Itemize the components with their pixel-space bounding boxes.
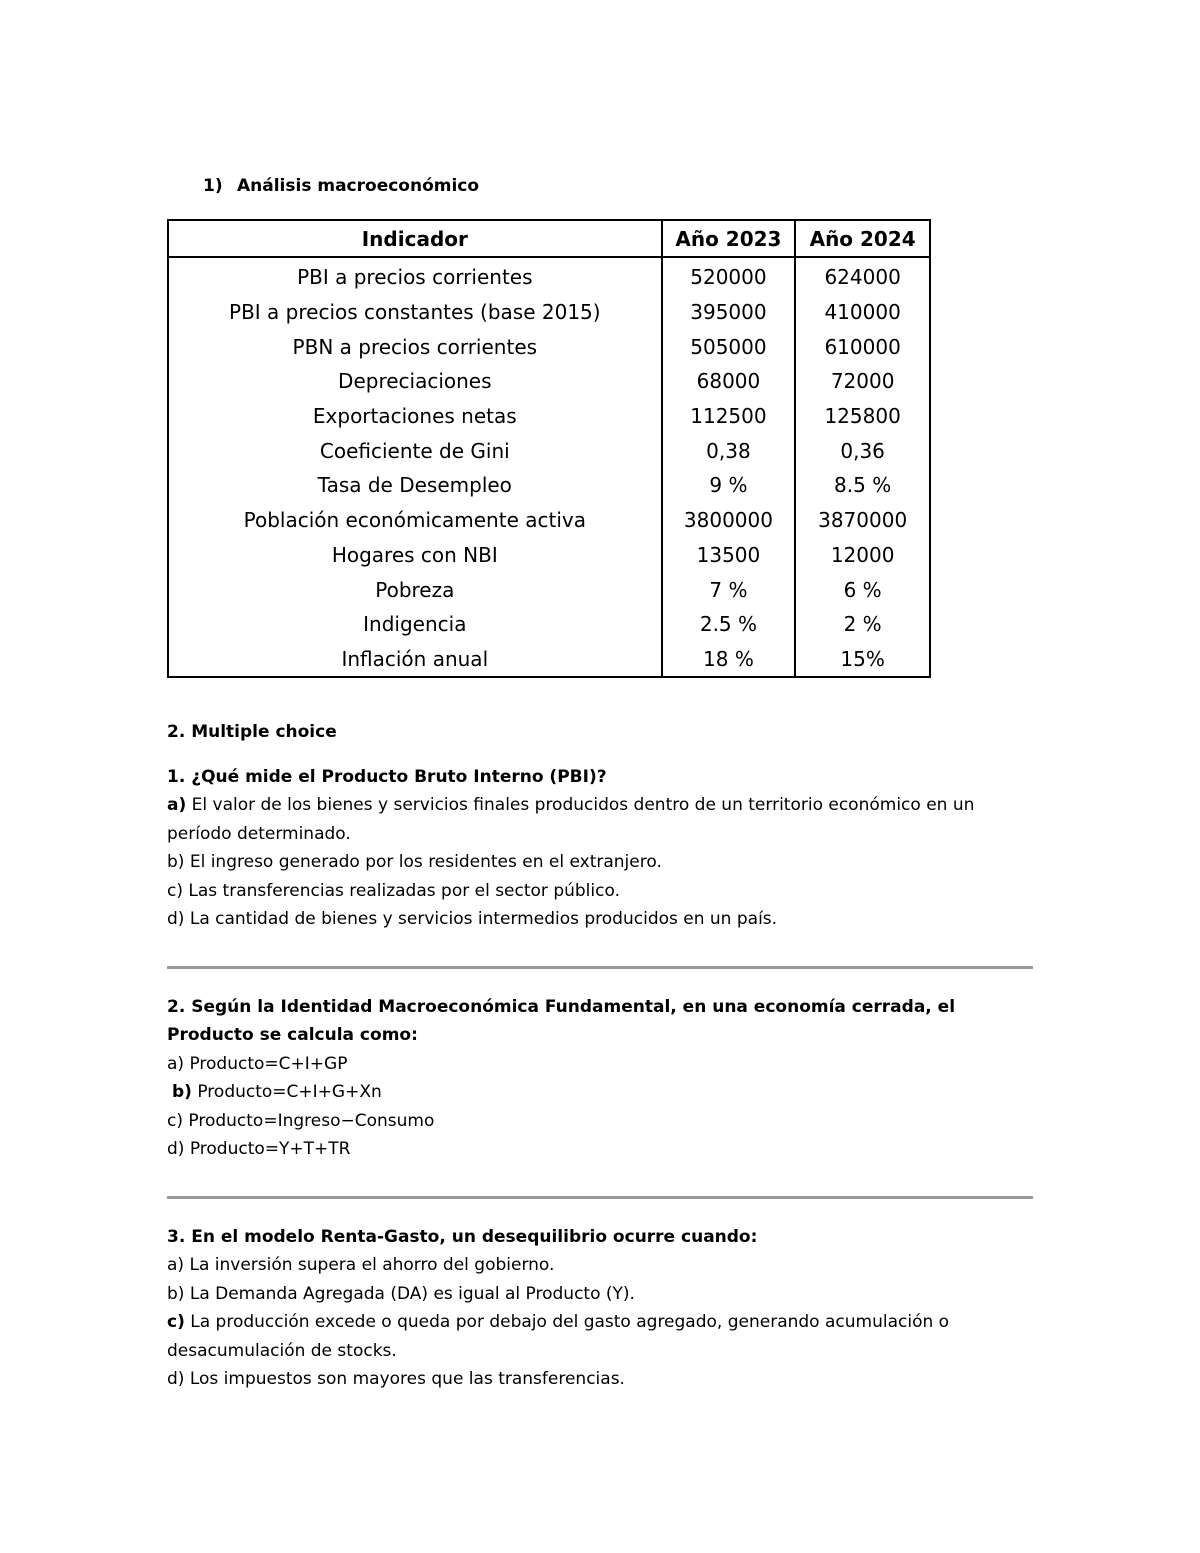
section-1-number: 1) — [203, 176, 223, 196]
question-1-text: 1. ¿Qué mide el Producto Bruto Interno (PBI)? — [167, 767, 607, 787]
table-header-row — [168, 220, 930, 257]
value-2023-cell: 112500 — [662, 399, 796, 434]
option-letter: a) — [167, 1255, 185, 1276]
value-2023-cell: 2.5 % — [662, 607, 796, 642]
indicator-cell: Depreciaciones — [168, 364, 662, 399]
value-2024-cell: 15% — [795, 642, 930, 678]
value-2024-cell: 6 % — [795, 572, 930, 607]
table-row — [168, 295, 930, 330]
question-3-option-c — [167, 1308, 1037, 1365]
value-2023-cell: 18 % — [662, 642, 796, 678]
divider — [167, 966, 1033, 969]
option-text: Los impuestos son mayores que las transferencias. — [184, 1369, 625, 1390]
table-row — [168, 468, 930, 503]
option-text: La cantidad de bienes y servicios intermedios producidos en un país. — [184, 909, 778, 930]
question-1-option-c — [167, 877, 1037, 905]
value-2023-cell: 68000 — [662, 364, 796, 399]
macro-indicators-table — [167, 219, 931, 678]
option-letter: c) — [167, 880, 183, 901]
option-letter: b) — [167, 852, 185, 873]
indicator-cell: Indigencia — [168, 607, 662, 642]
option-text: La producción excede o queda por debajo del gasto agregado, generando acumulación o desacumulación de stocks. — [167, 1312, 950, 1361]
section-2-title: 2. Multiple choice — [167, 722, 337, 742]
question-1-option-d — [167, 905, 1037, 933]
question-3-text: 3. En el modelo Renta-Gasto, un desequilibrio ocurre cuando: — [167, 1227, 758, 1247]
value-2023-cell: 0,38 — [662, 433, 796, 468]
value-2024-cell: 2 % — [795, 607, 930, 642]
indicator-cell: Pobreza — [168, 572, 662, 607]
question-3-option-d — [167, 1365, 1037, 1393]
indicator-cell: Hogares con NBI — [168, 538, 662, 573]
option-letter: d) — [167, 909, 185, 930]
option-text: El valor de los bienes y servicios finales producidos dentro de un territorio económico en un período determinado. — [167, 795, 975, 844]
value-2024-cell: 72000 — [795, 364, 930, 399]
section-1-title: Análisis macroeconómico — [237, 176, 480, 196]
option-text: Producto=C+I+G+Xn — [191, 1082, 382, 1103]
indicator-cell: PBI a precios constantes (base 2015) — [168, 295, 662, 330]
question-3-option-b — [167, 1280, 1037, 1308]
table-row — [168, 572, 930, 607]
value-2023-cell: 505000 — [662, 329, 796, 364]
option-letter: d) — [167, 1139, 185, 1160]
table-row — [168, 329, 930, 364]
table-row — [168, 364, 930, 399]
question-1-option-b — [167, 848, 1037, 876]
question-2-option-b — [167, 1078, 1037, 1106]
divider — [167, 1196, 1033, 1199]
value-2024-cell: 8.5 % — [795, 468, 930, 503]
value-2024-cell: 610000 — [795, 329, 930, 364]
header-2023: Año 2023 — [662, 220, 796, 257]
option-letter: c) — [167, 1110, 183, 1131]
question-1-block — [167, 763, 1037, 933]
option-text: La inversión supera el ahorro del gobierno. — [184, 1255, 555, 1276]
option-letter: a) — [167, 1053, 185, 1074]
table-row — [168, 607, 930, 642]
header-indicador: Indicador — [168, 220, 662, 257]
value-2023-cell: 3800000 — [662, 503, 796, 538]
option-text: Producto=Ingreso−Consumo — [182, 1110, 435, 1131]
question-2-text: 2. Según la Identidad Macroeconómica Fundamental, en una economía cerrada, el Producto se calcula como: — [167, 997, 956, 1046]
table-row — [168, 257, 930, 295]
question-3-option-a — [167, 1251, 1037, 1279]
question-1-option-a — [167, 791, 1037, 848]
option-letter: c) — [167, 1312, 185, 1333]
value-2023-cell: 395000 — [662, 295, 796, 330]
value-2024-cell: 624000 — [795, 257, 930, 295]
option-letter: d) — [167, 1369, 185, 1390]
table-row — [168, 642, 930, 678]
option-text: Las transferencias realizadas por el sector público. — [182, 880, 620, 901]
indicator-cell: PBN a precios corrientes — [168, 329, 662, 364]
indicator-cell: Población económicamente activa — [168, 503, 662, 538]
value-2023-cell: 520000 — [662, 257, 796, 295]
table-row — [168, 433, 930, 468]
option-letter: b) — [167, 1283, 185, 1304]
value-2024-cell: 410000 — [795, 295, 930, 330]
indicator-cell: Coeficiente de Gini — [168, 433, 662, 468]
value-2023-cell: 9 % — [662, 468, 796, 503]
indicator-cell: PBI a precios corrientes — [168, 257, 662, 295]
table-row — [168, 503, 930, 538]
indicator-cell: Inflación anual — [168, 642, 662, 678]
option-text: Producto=C+I+GP — [184, 1053, 348, 1074]
section-1-heading — [203, 176, 479, 196]
option-text: El ingreso generado por los residentes en el extranjero. — [184, 852, 662, 873]
question-2-option-a — [167, 1050, 1037, 1078]
question-2-option-d — [167, 1135, 1037, 1163]
option-letter: a) — [167, 795, 187, 816]
option-text: Producto=Y+T+TR — [184, 1139, 351, 1160]
indicator-cell: Tasa de Desempleo — [168, 468, 662, 503]
value-2024-cell: 3870000 — [795, 503, 930, 538]
header-2024: Año 2024 — [795, 220, 930, 257]
value-2024-cell: 125800 — [795, 399, 930, 434]
question-2-option-c — [167, 1107, 1037, 1135]
value-2024-cell: 0,36 — [795, 433, 930, 468]
question-3-block — [167, 1223, 1037, 1393]
question-2-block — [167, 993, 1037, 1163]
table-row — [168, 538, 930, 573]
value-2023-cell: 13500 — [662, 538, 796, 573]
value-2024-cell: 12000 — [795, 538, 930, 573]
option-text: La Demanda Agregada (DA) es igual al Producto (Y). — [184, 1283, 635, 1304]
option-letter: b) — [172, 1082, 192, 1103]
table-row — [168, 399, 930, 434]
value-2023-cell: 7 % — [662, 572, 796, 607]
indicator-cell: Exportaciones netas — [168, 399, 662, 434]
